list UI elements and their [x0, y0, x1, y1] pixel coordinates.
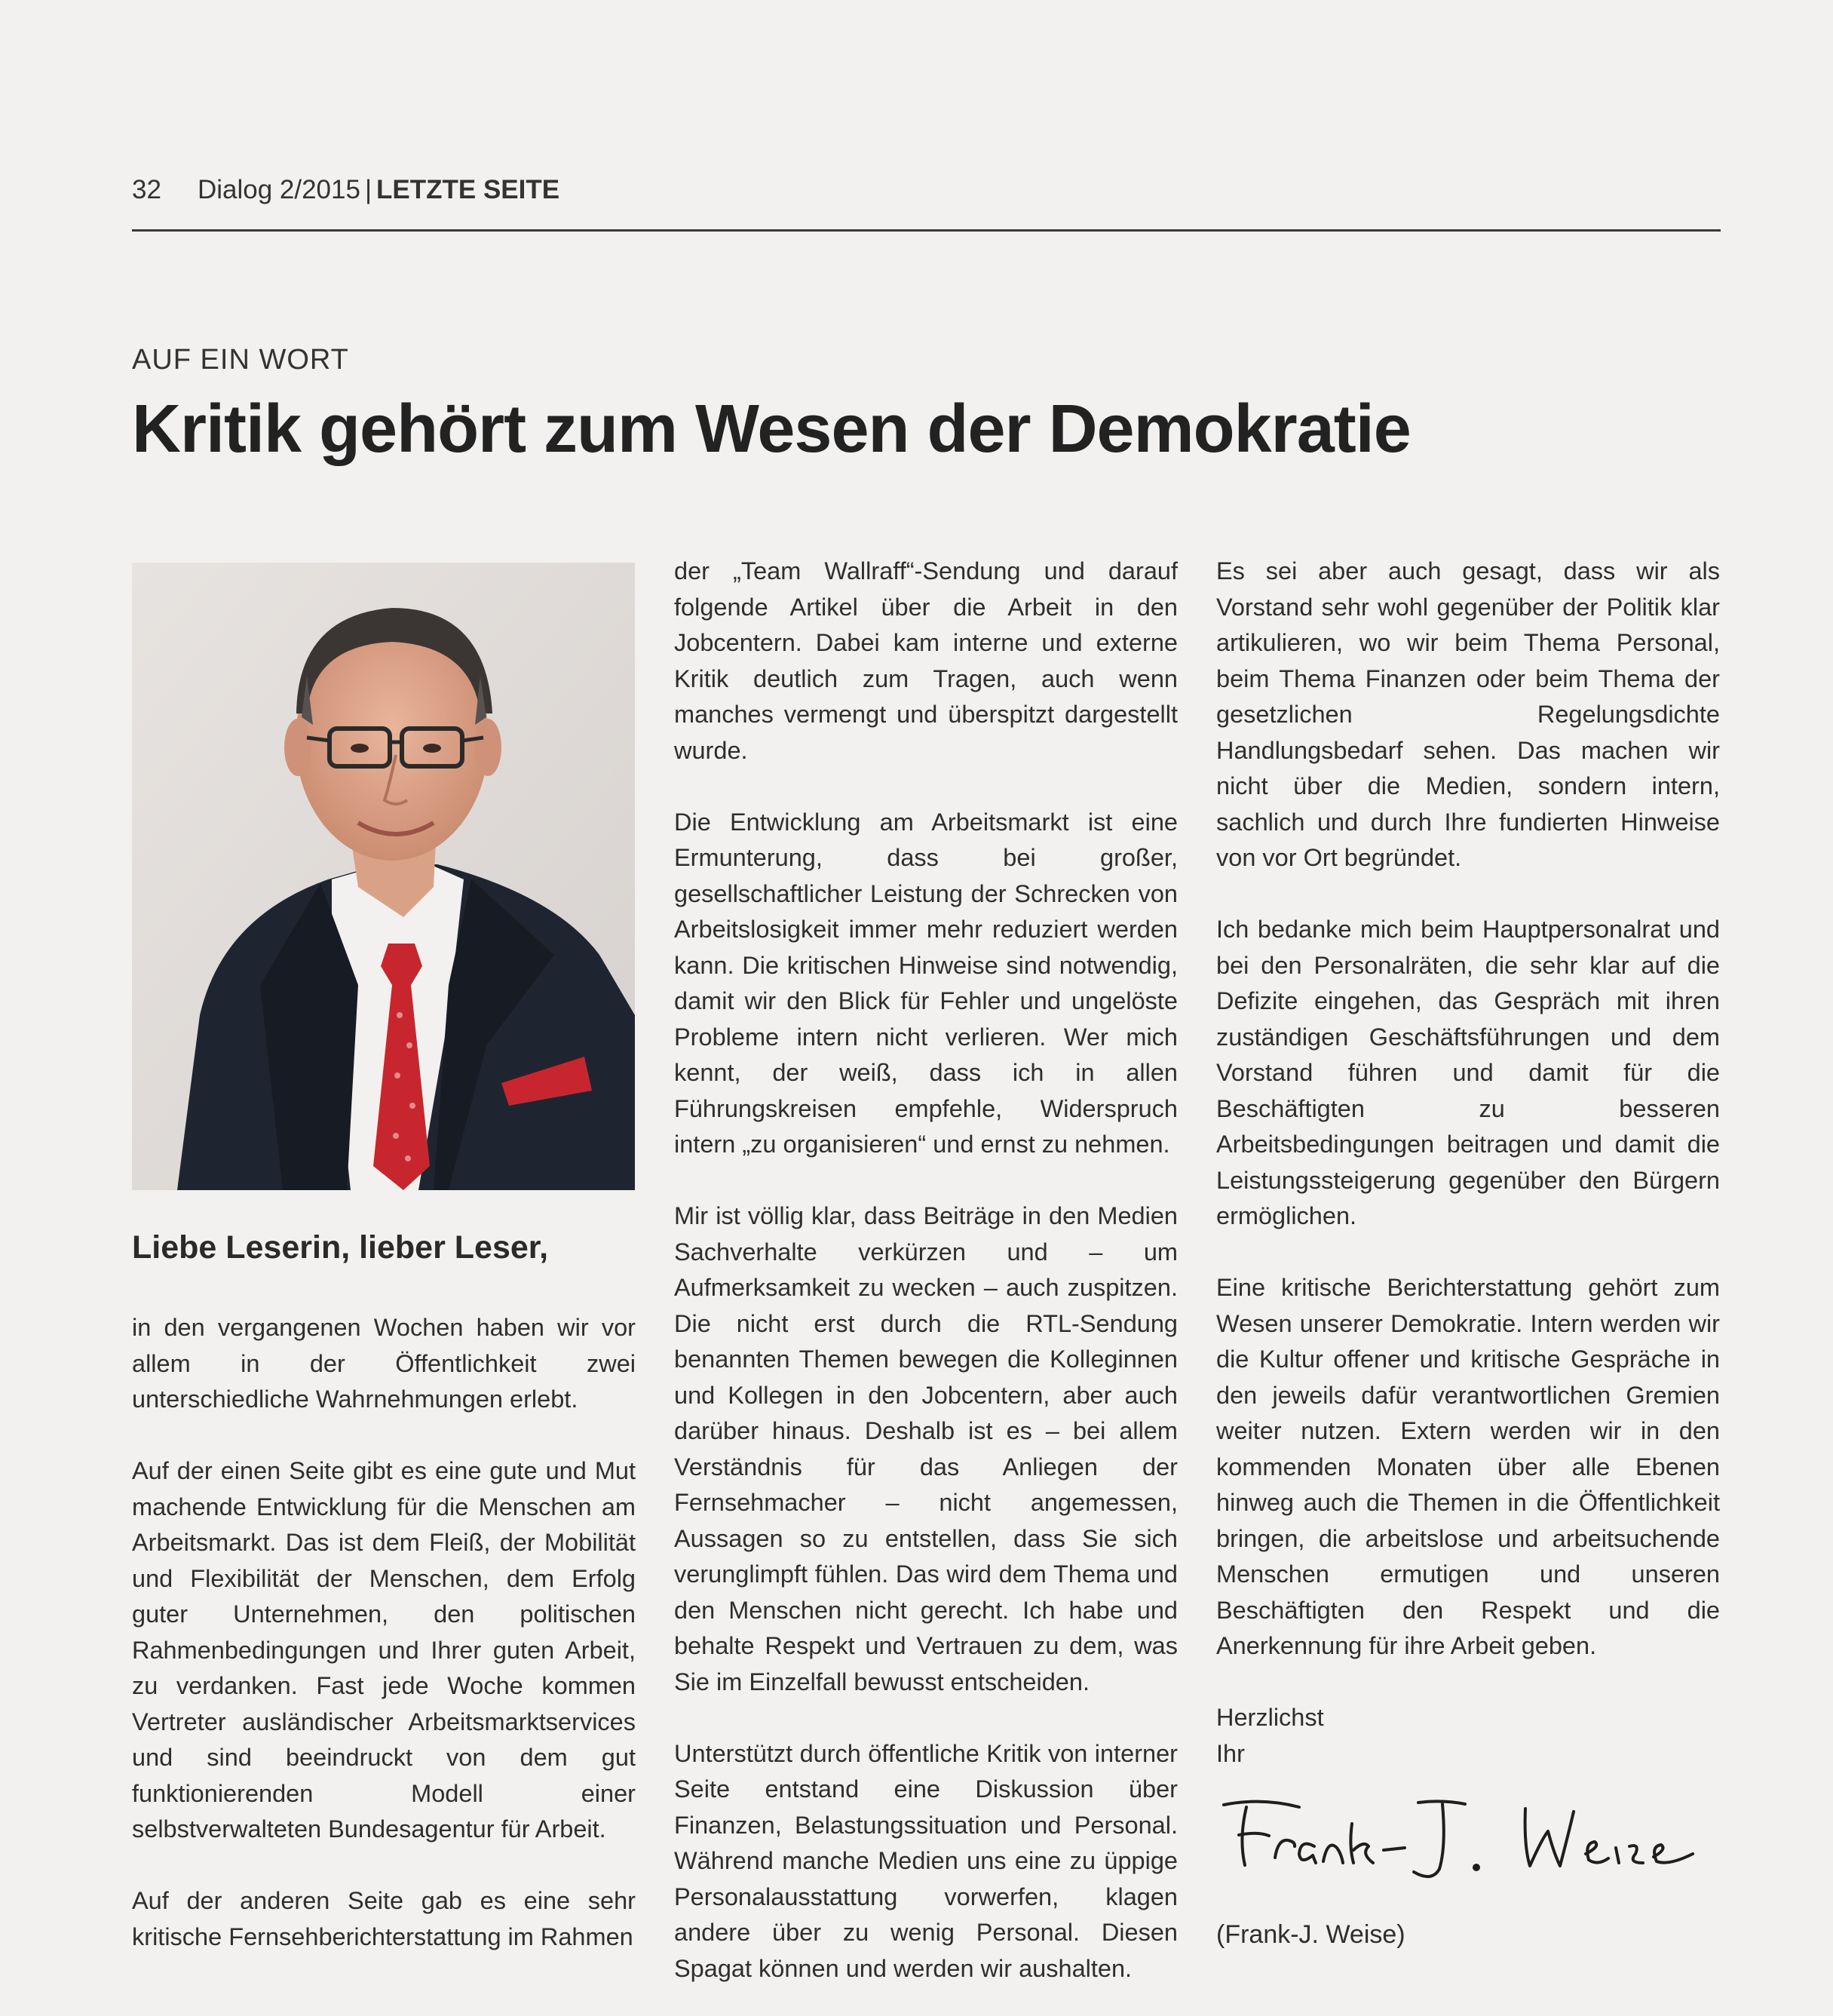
- paragraph: in den vergangenen Wochen haben wir vor allem in der Öffentlichkeit zwei unterschiedliche Wahrnehmungen erlebt.: [132, 1314, 636, 1413]
- paragraph: Unterstützt durch öffentliche Kritik von interner Seite entstand eine Diskussion über Finanzen, Belastungssituation und Personal. Während manche Medien uns eine zu üppige Personalausstattung vorwerfen, klagen andere über zu wenig Personal. Diesen Spagat können und werden wir aushalten.: [674, 1739, 1178, 1982]
- paragraph: Eine kritische Berichterstattung gehört zum Wesen unserer Demokratie. Intern werden wir die Kultur offener und kritische Gespräche in den jeweils dafür verantwortlichen Gremien weiter nutzen. Extern werden wir in den kommenden Monaten über alle Ebenen hinweg auch die Themen in die Öffentlichkeit bringen, die arbeitslose und arbeitsuchende Menschen ermutigen und unseren Beschäftigten den Respekt und die Anerkennung für ihre Arbeit geben.: [1216, 1274, 1720, 1659]
- paragraph: Auf der anderen Seite gab es eine sehr kritische Fernsehberichterstattung im Rahmen: [132, 1887, 636, 1950]
- text-column-1: [132, 1310, 636, 1955]
- author-name: (Frank-J. Weise): [1216, 1920, 1405, 1949]
- publication-name: Dialog 2/2015: [197, 175, 360, 204]
- header-rule: [132, 229, 1721, 232]
- handwritten-signature: [1216, 1794, 1699, 1884]
- paragraph: Es sei aber auch gesagt, dass wir als Vorstand sehr wohl gegenüber der Politik klar artikulieren, wo wir beim Thema Personal, beim Thema Finanzen oder beim Thema der gesetzlichen Regelungsdichte Handlungsbedarf sehen. Das machen wir nicht über die Medien, sondern intern, sachlich und durch Ihre fundierten Hinweise von vor Ort begründet.: [1216, 557, 1720, 871]
- section-name: LETZTE SEITE: [376, 175, 560, 204]
- closing-line: Herzlichst: [1216, 1704, 1324, 1731]
- paragraph: Mir ist völlig klar, dass Beiträge in den Medien Sachverhalte verkürzen und – um Aufmerksamkeit zu wecken – auch zuspitzen. Die nicht erst durch die RTL-Sendung benannten Themen bewegen die Kolleginnen und Kollegen in den Jobcentern, aber auch darüber hinaus. Deshalb ist es – bei allem Verständnis für das Anliegen der Fernsehmacher – nicht angemessen, Aussagen so zu entstellen, dass Sie sich verunglimpft fühlen. Das wird dem Thema und den Menschen nicht gerecht. Ich habe und behalte Respekt und Vertrauen zu dem, was Sie im Einzelfall bewusst entscheiden.: [674, 1202, 1178, 1695]
- article-kicker: AUF EIN WORT: [132, 344, 349, 376]
- article-title: Kritik gehört zum Wesen der Demokratie: [132, 391, 1411, 467]
- paragraph: Auf der einen Seite gibt es eine gute und Mut machende Entwicklung für die Menschen am Arbeitsmarkt. Das ist dem Fleiß, der Mobilität und Flexibilität der Menschen, dem Erfolg guter Unternehmen, den politischen Rahmenbedingungen und Ihrer guten Arbeit, zu verdanken. Fast jede Woche kommen Vertreter ausländischer Arbeitsmarktservices und sind beeindruckt von dem gut funktionierenden Modell einer selbstverwalteten Bundesagentur für Arbeit.: [132, 1457, 636, 1843]
- text-column-3: [1216, 554, 1720, 1772]
- paragraph: Die Entwicklung am Arbeitsmarkt ist eine Ermunterung, dass bei großer, gesellschaftlicher Leistung der Schrecken von Arbeitslosigkeit immer mehr reduziert werden kann. Die kritischen Hinweise sind notwendig, damit wir den Blick für Fehler und ungelöste Probleme intern nicht verlieren. Wer mich kennt, der weiß, dass ich in allen Führungskreisen empfehle, Widerspruch intern „zu organisieren“ und ernst zu nehmen.: [674, 808, 1178, 1158]
- author-portrait: [132, 563, 635, 1190]
- page-header: [132, 175, 559, 205]
- closing-line: Ihr: [1216, 1739, 1245, 1767]
- paragraph: der „Team Wallraff“-Sendung und darauf folgende Artikel über die Arbeit in den Jobcentern. Dabei kam interne und externe Kritik deutlich zum Tragen, auch wenn manches vermengt und überspitzt dargestellt wurde.: [674, 557, 1178, 764]
- page-number: 32: [132, 175, 161, 204]
- text-column-2: [674, 554, 1178, 1987]
- salutation: Liebe Leserin, lieber Leser,: [132, 1229, 549, 1266]
- paragraph: Ich bedanke mich beim Hauptpersonalrat und bei den Personalräten, die sehr klar auf die Defizite eingehen, das Gespräch mit ihren zuständigen Geschäftsführungen und dem Vorstand führen und damit für die Beschäftigten zu besseren Arbeitsbedingungen beitragen und damit die Leistungssteigerung gegenüber den Bürgern ermöglichen.: [1216, 916, 1720, 1229]
- header-separator: |: [364, 175, 372, 204]
